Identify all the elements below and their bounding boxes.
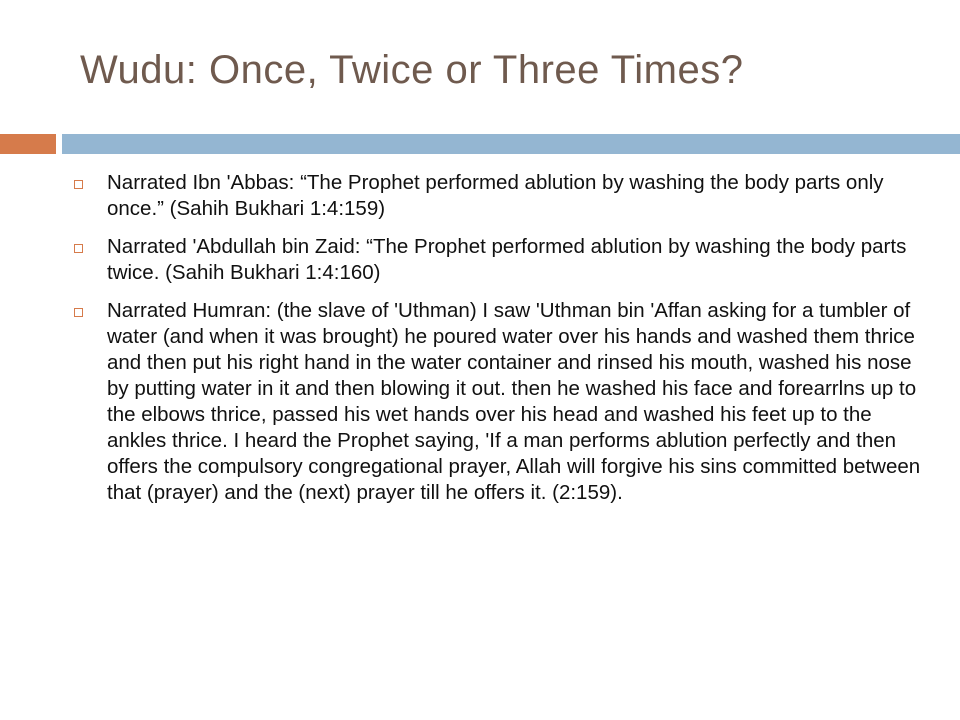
bullet-item [74, 170, 924, 222]
accent-bar [0, 134, 56, 154]
hollow-square-icon [74, 244, 83, 253]
title-underline-bar [62, 134, 960, 154]
hollow-square-icon [74, 180, 83, 189]
bullet-text: Narrated 'Abdullah bin Zaid: “The Prophet performed ablution by washing the body parts twice. (Sahih Bukhari 1:4:160) [107, 235, 907, 284]
bullet-text: Narrated Humran: (the slave of 'Uthman) I saw 'Uthman bin 'Affan asking for a tumbler of water (and when it was brought) he poured water over his hands and washed them thrice and then put his right hand in the water container and rinsed his mouth, washed his nose by putting water in it and then blowing it out. then he washed his face and forearrlns up to the elbows thrice, passed his wet hands over his head and washed his feet up to the ankles thrice. I heard the Prophet saying, 'If a man performs ablution perfectly and then offers the compulsory congregational prayer, Allah will forgive his sins committed between that (prayer) and the (next) prayer till he offers it. (2:159). [107, 299, 921, 504]
bullet-item [74, 234, 924, 286]
slide-title: Wudu: Once, Twice or Three Times? [80, 48, 744, 92]
bullet-item [74, 298, 924, 506]
hollow-square-icon [74, 308, 83, 317]
bullet-text: Narrated Ibn 'Abbas: “The Prophet performed ablution by washing the body parts only once.” (Sahih Bukhari 1:4:159) [107, 171, 884, 220]
bullet-list [74, 170, 924, 518]
